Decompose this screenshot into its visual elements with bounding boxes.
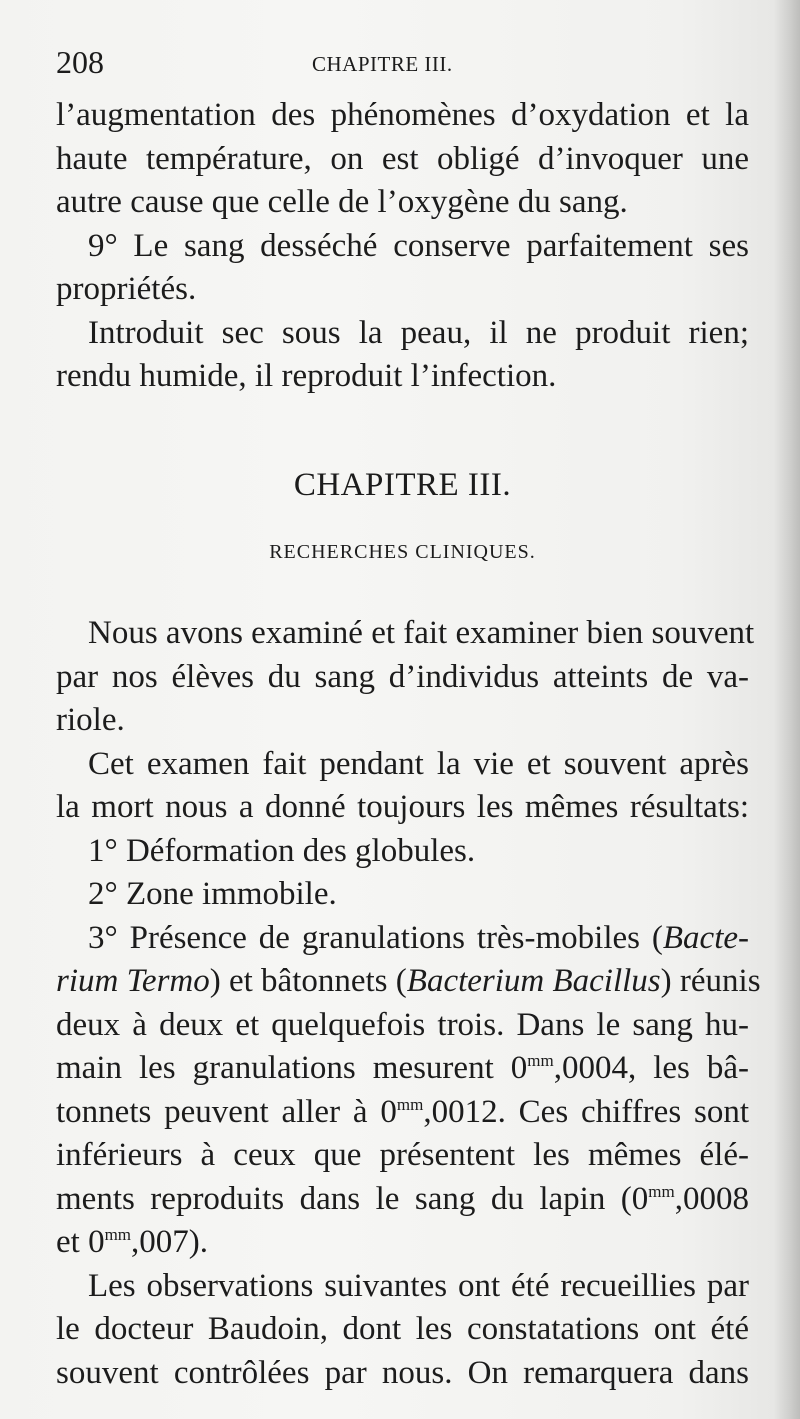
main-text-block [56, 612, 761, 1395]
text-line: inférieurs à ceux que présentent les mêmes élé- [56, 1137, 749, 1173]
text-line: haute température, on est obligé d’invoquer une [56, 140, 749, 177]
text-line: Les observations suivantes ont été recueillies par [88, 1267, 749, 1304]
text-line: Introduit sec sous la peau, il ne produit rien; [88, 314, 749, 351]
text-line: 9° Le sang desséché conserve parfaitement ses [88, 227, 749, 264]
list-item: 1° Déformation des globules. [88, 832, 476, 869]
text-line: riole. [56, 702, 125, 738]
running-header [56, 44, 746, 84]
chapter-subtitle: RECHERCHES CLINIQUES. [269, 541, 536, 563]
text-line: deux à deux et quelquefois trois. Dans le sang hu- [56, 1006, 749, 1043]
text-line: Nous avons examiné et fait examiner bien souvent [88, 615, 755, 651]
text-line: la mort nous a donné toujours les mêmes résultats: [56, 789, 749, 825]
running-title: CHAPITRE III. [312, 52, 453, 76]
top-text-block [56, 94, 749, 399]
text-line: tonnets peuvent aller à $0^{mm},0012$. Ces chiffres sont [56, 1093, 749, 1130]
text-line: l’augmentation des phénomènes d’oxydation et la [56, 97, 749, 133]
page-spine-shadow [774, 0, 800, 1419]
text-line: souvent contrôlées par nous. On remarquera dans [56, 1354, 749, 1391]
text-line: rendu humide, il reproduit l’infection. [56, 358, 557, 394]
text-line: autre cause que celle de l’oxygène du sang. [56, 184, 628, 220]
chapter-title: CHAPITRE III. [293, 467, 512, 503]
text-line: le docteur Baudoin, dont les constatations ont été [56, 1311, 749, 1347]
list-item: 2° Zone immobile. [88, 876, 337, 912]
text-line: rium Termo) et bâtonnets (Bacterium Bacillus) réunis [56, 963, 761, 999]
text-line: propriétés. [56, 271, 197, 307]
text-line: et $0^{mm},007$). [56, 1224, 209, 1260]
text-line: main les granulations mesurent $0^{mm},0004$, les bâ- [56, 1050, 749, 1086]
list-item: 3° Présence de granulations très-mobiles (Bacte- [88, 919, 749, 956]
text-line: ments reproduits dans le sang du lapin ($0^{mm},0008$ [56, 1180, 749, 1217]
page-number: 208 [56, 44, 104, 80]
text-line: Cet examen fait pendant la vie et souvent après [88, 745, 749, 782]
text-line: par nos élèves du sang d’individus atteints de va- [56, 658, 749, 695]
